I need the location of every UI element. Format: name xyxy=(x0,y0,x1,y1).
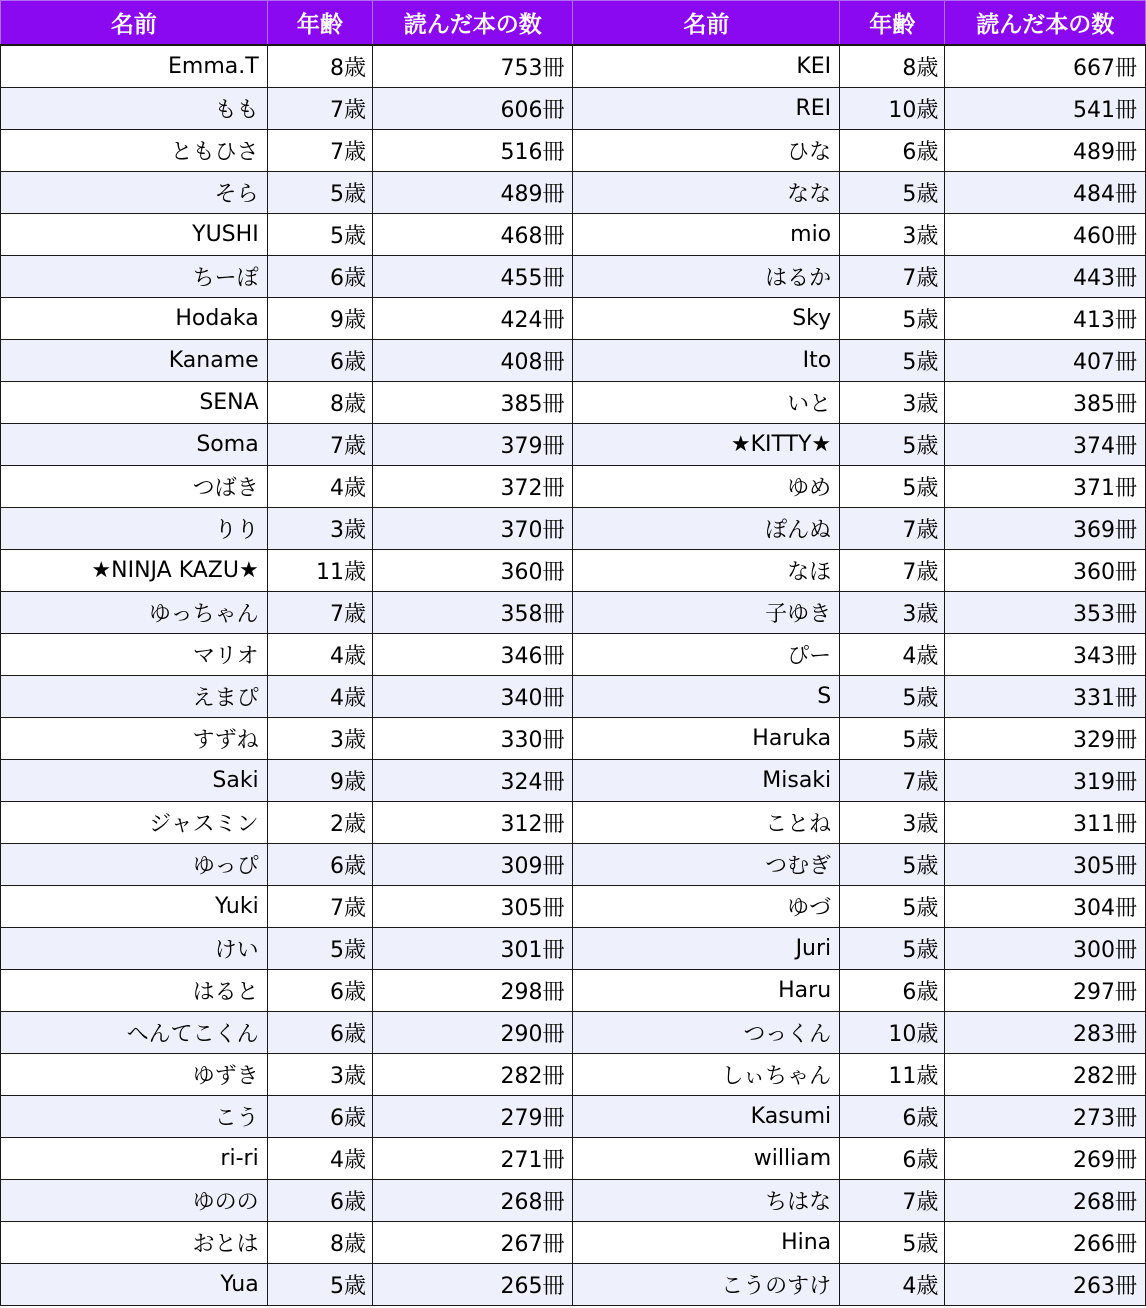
name-cell: ★NINJA KAZU★ xyxy=(1,550,268,592)
name-cell: いと xyxy=(573,382,840,424)
name-cell: なほ xyxy=(573,550,840,592)
header-age-left: 年齢 xyxy=(267,1,372,46)
book-count-cell: 309冊 xyxy=(372,844,573,886)
book-count-cell: 489冊 xyxy=(945,130,1146,172)
name-cell: ちーぽ xyxy=(1,256,268,298)
book-count-cell: 290冊 xyxy=(372,1012,573,1054)
age-cell: 5歳 xyxy=(267,1264,372,1306)
name-cell: Saki xyxy=(1,760,268,802)
age-cell: 5歳 xyxy=(840,928,945,970)
book-count-cell: 541冊 xyxy=(945,88,1146,130)
book-count-cell: 279冊 xyxy=(372,1096,573,1138)
table-row xyxy=(1,45,1146,88)
table-row xyxy=(1,130,1146,172)
name-cell: Kasumi xyxy=(573,1096,840,1138)
name-cell: Juri xyxy=(573,928,840,970)
book-count-cell: 324冊 xyxy=(372,760,573,802)
book-count-cell: 413冊 xyxy=(945,298,1146,340)
age-cell: 8歳 xyxy=(267,382,372,424)
name-cell: ゆづ xyxy=(573,886,840,928)
book-count-cell: 331冊 xyxy=(945,676,1146,718)
age-cell: 3歳 xyxy=(267,1054,372,1096)
age-cell: 10歳 xyxy=(840,1012,945,1054)
book-count-cell: 305冊 xyxy=(945,844,1146,886)
age-cell: 11歳 xyxy=(840,1054,945,1096)
book-count-cell: 300冊 xyxy=(945,928,1146,970)
book-count-cell: 346冊 xyxy=(372,634,573,676)
name-cell: そら xyxy=(1,172,268,214)
age-cell: 3歳 xyxy=(840,382,945,424)
age-cell: 7歳 xyxy=(267,88,372,130)
age-cell: 5歳 xyxy=(840,886,945,928)
table-row xyxy=(1,886,1146,928)
header-books-left: 読んだ本の数 xyxy=(372,1,573,46)
age-cell: 4歳 xyxy=(267,676,372,718)
age-cell: 6歳 xyxy=(840,130,945,172)
age-cell: 6歳 xyxy=(840,1138,945,1180)
name-cell: S xyxy=(573,676,840,718)
table-body xyxy=(1,45,1146,1306)
book-count-cell: 484冊 xyxy=(945,172,1146,214)
name-cell: ri-ri xyxy=(1,1138,268,1180)
age-cell: 5歳 xyxy=(840,1222,945,1264)
name-cell: すずね xyxy=(1,718,268,760)
age-cell: 11歳 xyxy=(267,550,372,592)
name-cell: Soma xyxy=(1,424,268,466)
age-cell: 7歳 xyxy=(840,760,945,802)
age-cell: 8歳 xyxy=(267,1222,372,1264)
name-cell: REI xyxy=(573,88,840,130)
table-row xyxy=(1,1180,1146,1222)
name-cell: つばき xyxy=(1,466,268,508)
book-count-cell: 297冊 xyxy=(945,970,1146,1012)
book-count-cell: 455冊 xyxy=(372,256,573,298)
name-cell: YUSHI xyxy=(1,214,268,256)
table-row xyxy=(1,1138,1146,1180)
table-header-row xyxy=(1,1,1146,46)
age-cell: 7歳 xyxy=(267,130,372,172)
age-cell: 9歳 xyxy=(267,298,372,340)
header-name-right: 名前 xyxy=(573,1,840,46)
age-cell: 6歳 xyxy=(267,1096,372,1138)
book-count-cell: 319冊 xyxy=(945,760,1146,802)
book-count-cell: 353冊 xyxy=(945,592,1146,634)
name-cell: Sky xyxy=(573,298,840,340)
book-count-cell: 304冊 xyxy=(945,886,1146,928)
age-cell: 5歳 xyxy=(840,172,945,214)
book-count-cell: 298冊 xyxy=(372,970,573,1012)
book-count-cell: 372冊 xyxy=(372,466,573,508)
book-count-cell: 282冊 xyxy=(945,1054,1146,1096)
table-row xyxy=(1,256,1146,298)
name-cell: はると xyxy=(1,970,268,1012)
name-cell: Haru xyxy=(573,970,840,1012)
age-cell: 6歳 xyxy=(267,340,372,382)
book-count-cell: 305冊 xyxy=(372,886,573,928)
book-count-cell: 263冊 xyxy=(945,1264,1146,1306)
table-row xyxy=(1,214,1146,256)
table-row xyxy=(1,592,1146,634)
age-cell: 5歳 xyxy=(840,424,945,466)
book-count-cell: 282冊 xyxy=(372,1054,573,1096)
age-cell: 5歳 xyxy=(267,214,372,256)
book-count-cell: 385冊 xyxy=(372,382,573,424)
age-cell: 4歳 xyxy=(267,1138,372,1180)
table-row xyxy=(1,382,1146,424)
age-cell: 3歳 xyxy=(267,718,372,760)
name-cell: ジャスミン xyxy=(1,802,268,844)
name-cell: つっくん xyxy=(573,1012,840,1054)
name-cell: りり xyxy=(1,508,268,550)
name-cell: ぴー xyxy=(573,634,840,676)
age-cell: 10歳 xyxy=(840,88,945,130)
book-count-cell: 358冊 xyxy=(372,592,573,634)
age-cell: 7歳 xyxy=(267,424,372,466)
age-cell: 5歳 xyxy=(840,844,945,886)
name-cell: SENA xyxy=(1,382,268,424)
book-count-cell: 340冊 xyxy=(372,676,573,718)
age-cell: 6歳 xyxy=(267,844,372,886)
age-cell: 5歳 xyxy=(840,676,945,718)
book-count-cell: 369冊 xyxy=(945,508,1146,550)
name-cell: Haruka xyxy=(573,718,840,760)
age-cell: 4歳 xyxy=(267,634,372,676)
age-cell: 7歳 xyxy=(840,508,945,550)
table-row xyxy=(1,298,1146,340)
age-cell: 3歳 xyxy=(267,508,372,550)
name-cell: ★KITTY★ xyxy=(573,424,840,466)
book-count-cell: 424冊 xyxy=(372,298,573,340)
name-cell: ゆのの xyxy=(1,1180,268,1222)
book-count-cell: 268冊 xyxy=(372,1180,573,1222)
book-count-cell: 489冊 xyxy=(372,172,573,214)
name-cell: こうのすけ xyxy=(573,1264,840,1306)
name-cell: はるか xyxy=(573,256,840,298)
table-row xyxy=(1,1096,1146,1138)
age-cell: 5歳 xyxy=(267,928,372,970)
table-row xyxy=(1,760,1146,802)
book-count-cell: 301冊 xyxy=(372,928,573,970)
name-cell: Misaki xyxy=(573,760,840,802)
table-row xyxy=(1,676,1146,718)
name-cell: ぽんぬ xyxy=(573,508,840,550)
age-cell: 6歳 xyxy=(840,1096,945,1138)
table-row xyxy=(1,634,1146,676)
name-cell: Kaname xyxy=(1,340,268,382)
table-row xyxy=(1,970,1146,1012)
age-cell: 6歳 xyxy=(267,970,372,1012)
book-count-cell: 266冊 xyxy=(945,1222,1146,1264)
age-cell: 5歳 xyxy=(267,172,372,214)
name-cell: Yuki xyxy=(1,886,268,928)
book-count-cell: 516冊 xyxy=(372,130,573,172)
age-cell: 7歳 xyxy=(840,1180,945,1222)
name-cell: えまぴ xyxy=(1,676,268,718)
name-cell: ゆずき xyxy=(1,1054,268,1096)
name-cell: ちはな xyxy=(573,1180,840,1222)
name-cell: ことね xyxy=(573,802,840,844)
book-count-cell: 443冊 xyxy=(945,256,1146,298)
table-row xyxy=(1,1054,1146,1096)
age-cell: 6歳 xyxy=(840,970,945,1012)
header-age-right: 年齢 xyxy=(840,1,945,46)
age-cell: 3歳 xyxy=(840,802,945,844)
age-cell: 7歳 xyxy=(840,256,945,298)
name-cell: しぃちゃん xyxy=(573,1054,840,1096)
age-cell: 6歳 xyxy=(267,1012,372,1054)
book-count-cell: 468冊 xyxy=(372,214,573,256)
name-cell: 子ゆき xyxy=(573,592,840,634)
name-cell: ゆめ xyxy=(573,466,840,508)
book-count-cell: 271冊 xyxy=(372,1138,573,1180)
age-cell: 9歳 xyxy=(267,760,372,802)
table-row xyxy=(1,508,1146,550)
book-count-cell: 312冊 xyxy=(372,802,573,844)
age-cell: 8歳 xyxy=(840,45,945,88)
table-row xyxy=(1,1264,1146,1306)
book-count-cell: 371冊 xyxy=(945,466,1146,508)
name-cell: なな xyxy=(573,172,840,214)
age-cell: 2歳 xyxy=(267,802,372,844)
age-cell: 7歳 xyxy=(267,592,372,634)
age-cell: 5歳 xyxy=(840,718,945,760)
age-cell: 4歳 xyxy=(840,1264,945,1306)
book-count-cell: 379冊 xyxy=(372,424,573,466)
name-cell: mio xyxy=(573,214,840,256)
age-cell: 8歳 xyxy=(267,45,372,88)
table-row xyxy=(1,550,1146,592)
age-cell: 5歳 xyxy=(840,340,945,382)
age-cell: 7歳 xyxy=(267,886,372,928)
name-cell: william xyxy=(573,1138,840,1180)
book-count-cell: 460冊 xyxy=(945,214,1146,256)
header-books-right: 読んだ本の数 xyxy=(945,1,1146,46)
name-cell: Emma.T xyxy=(1,45,268,88)
book-count-cell: 753冊 xyxy=(372,45,573,88)
book-count-cell: 283冊 xyxy=(945,1012,1146,1054)
age-cell: 6歳 xyxy=(267,1180,372,1222)
book-count-cell: 360冊 xyxy=(945,550,1146,592)
table-row xyxy=(1,466,1146,508)
book-count-cell: 667冊 xyxy=(945,45,1146,88)
age-cell: 4歳 xyxy=(267,466,372,508)
book-count-cell: 329冊 xyxy=(945,718,1146,760)
table-row xyxy=(1,802,1146,844)
table-row xyxy=(1,340,1146,382)
name-cell: マリオ xyxy=(1,634,268,676)
book-count-cell: 269冊 xyxy=(945,1138,1146,1180)
name-cell: KEI xyxy=(573,45,840,88)
name-cell: けい xyxy=(1,928,268,970)
name-cell: おとは xyxy=(1,1222,268,1264)
name-cell: つむぎ xyxy=(573,844,840,886)
book-count-cell: 330冊 xyxy=(372,718,573,760)
name-cell: Hodaka xyxy=(1,298,268,340)
book-count-cell: 407冊 xyxy=(945,340,1146,382)
age-cell: 4歳 xyxy=(840,634,945,676)
name-cell: ゆっちゃん xyxy=(1,592,268,634)
table-row xyxy=(1,424,1146,466)
age-cell: 5歳 xyxy=(840,466,945,508)
table-row xyxy=(1,718,1146,760)
name-cell: ゆっぴ xyxy=(1,844,268,886)
name-cell: へんてこくん xyxy=(1,1012,268,1054)
book-count-cell: 374冊 xyxy=(945,424,1146,466)
book-count-cell: 370冊 xyxy=(372,508,573,550)
table-row xyxy=(1,1222,1146,1264)
book-count-cell: 311冊 xyxy=(945,802,1146,844)
book-count-cell: 268冊 xyxy=(945,1180,1146,1222)
age-cell: 6歳 xyxy=(267,256,372,298)
book-count-cell: 385冊 xyxy=(945,382,1146,424)
age-cell: 3歳 xyxy=(840,592,945,634)
table-row xyxy=(1,88,1146,130)
table-row xyxy=(1,844,1146,886)
table-row xyxy=(1,172,1146,214)
book-count-cell: 267冊 xyxy=(372,1222,573,1264)
book-count-cell: 265冊 xyxy=(372,1264,573,1306)
book-count-cell: 408冊 xyxy=(372,340,573,382)
book-count-cell: 343冊 xyxy=(945,634,1146,676)
table-row xyxy=(1,1012,1146,1054)
name-cell: こう xyxy=(1,1096,268,1138)
book-count-cell: 360冊 xyxy=(372,550,573,592)
name-cell: ひな xyxy=(573,130,840,172)
book-count-cell: 606冊 xyxy=(372,88,573,130)
age-cell: 7歳 xyxy=(840,550,945,592)
age-cell: 5歳 xyxy=(840,298,945,340)
name-cell: Ito xyxy=(573,340,840,382)
book-count-cell: 273冊 xyxy=(945,1096,1146,1138)
table-row xyxy=(1,928,1146,970)
header-name-left: 名前 xyxy=(1,1,268,46)
name-cell: もも xyxy=(1,88,268,130)
name-cell: Yua xyxy=(1,1264,268,1306)
age-cell: 3歳 xyxy=(840,214,945,256)
name-cell: Hina xyxy=(573,1222,840,1264)
name-cell: ともひさ xyxy=(1,130,268,172)
